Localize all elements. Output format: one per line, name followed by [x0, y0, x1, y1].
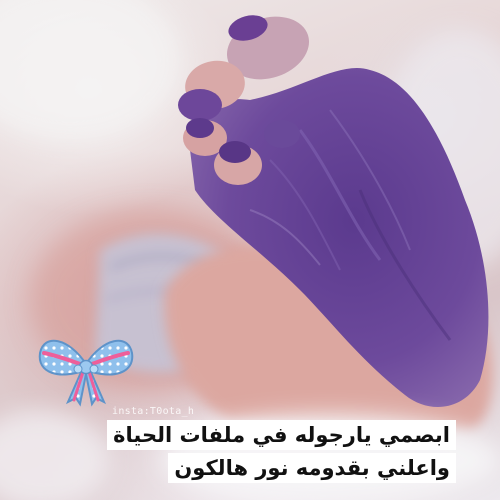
instagram-watermark: insta:T0ota_h — [112, 406, 195, 417]
caption — [26, 420, 456, 486]
caption-line-2: واعلني بقدومه نور هالكون — [168, 453, 456, 483]
caption-line-1: ابصمي يارجوله في ملفات الحياة — [107, 420, 456, 450]
bow-icon — [34, 328, 138, 408]
